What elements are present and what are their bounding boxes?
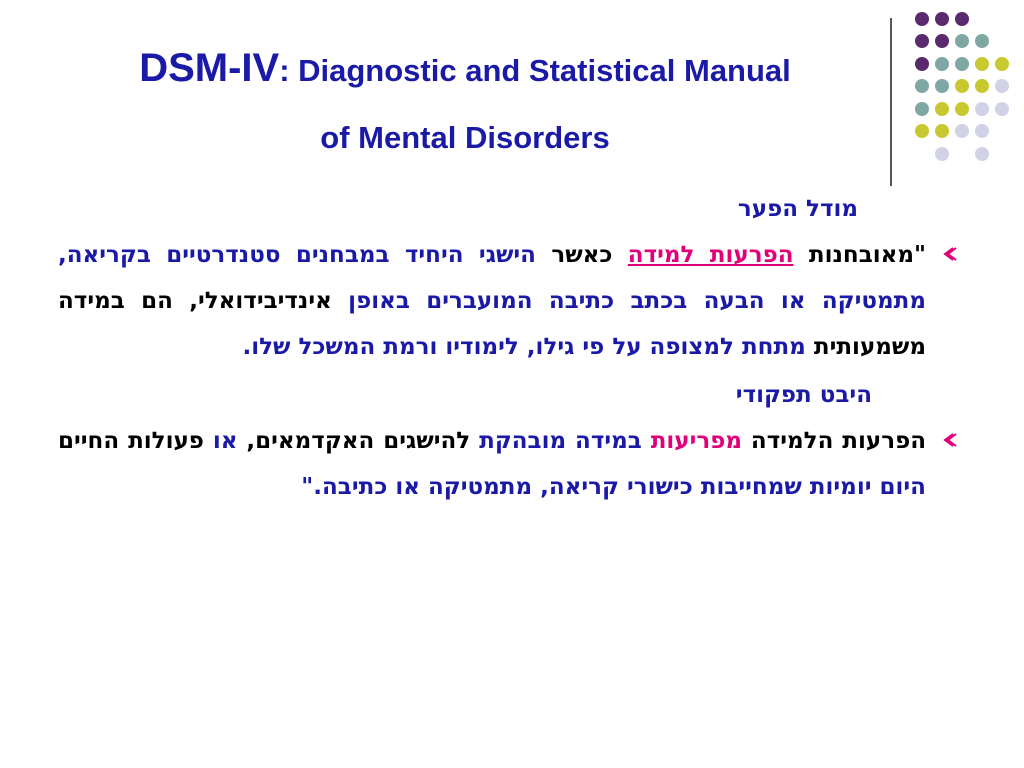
b2-text-5: או bbox=[203, 428, 238, 454]
bullet-arrow-icon bbox=[942, 432, 958, 448]
bullet-item-2 bbox=[58, 418, 962, 510]
b1-text-8: , הם במידה משמעותית bbox=[58, 288, 926, 360]
b1-text-3: כאשר bbox=[535, 242, 628, 268]
dot bbox=[995, 79, 1009, 93]
dot bbox=[935, 79, 949, 93]
dot bbox=[935, 12, 949, 26]
b2-text-1: הפרעות הלמידה bbox=[742, 428, 926, 454]
dot bbox=[975, 102, 989, 116]
bullet-item-1 bbox=[58, 232, 962, 370]
dot bbox=[935, 57, 949, 71]
bullet-arrow-icon bbox=[942, 246, 958, 262]
dot bbox=[975, 34, 989, 48]
b2-interfere: מפריעות bbox=[650, 428, 743, 454]
slide-body bbox=[58, 186, 962, 510]
dot bbox=[955, 12, 969, 26]
dot bbox=[995, 57, 1009, 71]
dot bbox=[955, 124, 969, 138]
b1-text-9: מתחת למצופה על פי גילו, לימודיו ורמת המשכל שלו. bbox=[242, 334, 806, 360]
dot bbox=[915, 34, 929, 48]
dot bbox=[955, 57, 969, 71]
title-colon: : bbox=[279, 53, 290, 88]
b2-text-7: היום יומיות שמחייבות כישורי קריאה, מתמטיקה או כתיבה." bbox=[301, 474, 926, 500]
dot bbox=[935, 34, 949, 48]
dot bbox=[955, 34, 969, 48]
dot bbox=[915, 102, 929, 116]
dot bbox=[915, 124, 929, 138]
quote-open: " bbox=[914, 242, 926, 268]
title-acronym: DSM-IV bbox=[139, 46, 280, 90]
slide-title bbox=[40, 30, 890, 161]
dot bbox=[915, 79, 929, 93]
b1-text-6: המועברים באופן bbox=[331, 288, 533, 314]
b1-text-5: כתיבה bbox=[532, 288, 615, 314]
vertical-divider bbox=[890, 18, 892, 186]
b1-learning-disorders: הפרעות למידה bbox=[627, 242, 794, 268]
dot bbox=[955, 79, 969, 93]
dot bbox=[915, 57, 929, 71]
dot bbox=[975, 57, 989, 71]
b1-text-1: מאובחנות bbox=[793, 242, 915, 268]
dot bbox=[935, 102, 949, 116]
b2-text-6: פעולות החיים bbox=[58, 428, 204, 454]
dot bbox=[975, 79, 989, 93]
subheading-gap-model: מודל הפער bbox=[737, 196, 858, 222]
dot bbox=[995, 102, 1009, 116]
dot bbox=[975, 124, 989, 138]
dot bbox=[955, 102, 969, 116]
dot bbox=[935, 124, 949, 138]
title-line2: of Mental Disorders bbox=[320, 120, 610, 155]
subheading-functional: היבט תפקודי bbox=[735, 382, 872, 408]
b1-text-4: הישגי היחיד במבחנים סטנדרטיים בקריאה, מתמטיקה או הבעה בכתב bbox=[58, 242, 926, 314]
title-rest: Diagnostic and Statistical Manual bbox=[289, 53, 791, 88]
b2-text-4: להישגים האקדמאים, bbox=[237, 428, 471, 454]
b1-text-7: אינדיבידואלי bbox=[197, 288, 332, 314]
dot bbox=[975, 147, 989, 161]
dot bbox=[915, 12, 929, 26]
dot bbox=[935, 147, 949, 161]
decorative-dot-grid bbox=[900, 12, 1020, 172]
b2-text-3: במידה מובהקת bbox=[470, 428, 651, 454]
